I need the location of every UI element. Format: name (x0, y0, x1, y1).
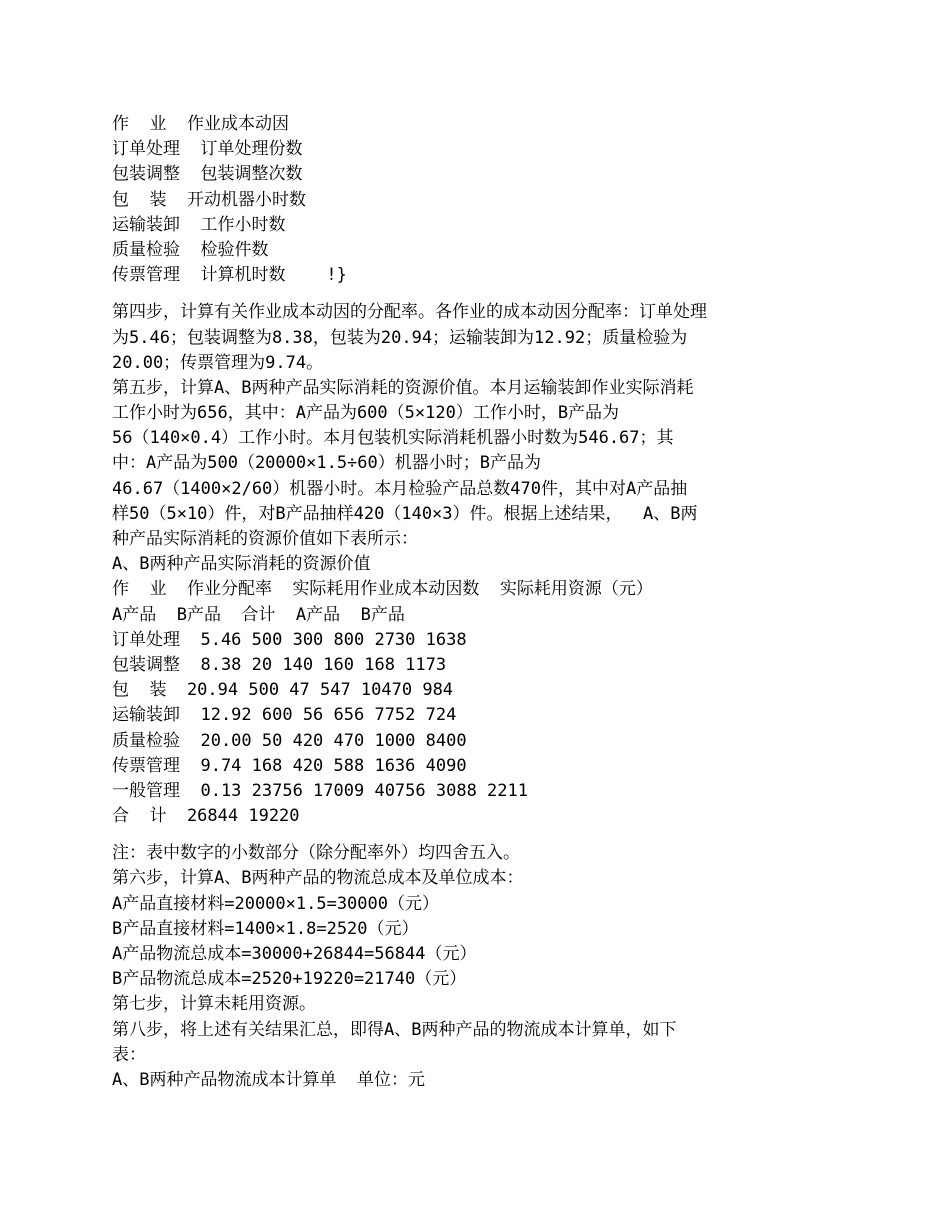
paragraph-line: 种产品实际消耗的资源价值如下表所示： (112, 529, 418, 549)
list-item: 包 装 开动机器小时数 (112, 189, 306, 210)
paragraph-line: 46.67（1400×2/60）机器小时。本月检验产品总数470件，其中对A产品抽 (112, 478, 688, 499)
list-item: 运输装卸 工作小时数 (112, 214, 286, 235)
paragraph-line: 第五步，计算A、B两种产品实际消耗的资源价值。本月运输装卸作业实际消耗 (112, 377, 694, 398)
paragraph-line: 表： (112, 1044, 146, 1065)
paragraph-line: 56（140×0.4）工作小时。本月包装机实际消耗机器小时数为546.67；其 (112, 428, 674, 449)
table-title: A、B两种产品物流成本计算单 单位：元 (112, 1069, 425, 1090)
table-title: A、B两种产品实际消耗的资源价值 (112, 554, 371, 575)
step-four-paragraph (112, 300, 772, 376)
notes-and-steps (112, 841, 772, 1093)
paragraph-line: 20.00；传票管理为9.74。 (112, 352, 324, 373)
paragraph-line: 样50（5×10）件，对B产品抽样420（140×3）件。根据上述结果， A、B两 (112, 503, 698, 524)
formula-line: B产品直接材料=1400×1.8=2520（元） (112, 918, 419, 939)
paragraph-line: 工作小时为656，其中：A产品为600（5×120）工作小时，B产品为 (112, 403, 620, 424)
list-item: 传票管理 计算机时数 !} (112, 265, 347, 286)
list-item: 包装调整 包装调整次数 (112, 164, 303, 185)
table-header: 作 业 作业分配率 实际耗用作业成本动因数 实际耗用资源（元） (112, 579, 653, 600)
table-row: 质量检验 20.00 50 420 470 1000 8400 (112, 730, 467, 751)
paragraph-line: 第七步，计算未耗用资源。 (112, 994, 316, 1015)
paragraph-line: 为5.46；包装调整为8.38，包装为20.94；运输装卸为12.92；质量检验为 (112, 327, 688, 348)
table-row: 包 装 20.94 500 47 547 10470 984 (112, 680, 454, 701)
table-row: 传票管理 9.74 168 420 588 1636 4090 (112, 755, 467, 776)
table-row: 订单处理 5.46 500 300 800 2730 1638 (112, 629, 467, 650)
list-header: 作 业 作业成本动因 (112, 114, 289, 134)
spacer (112, 288, 772, 300)
table-row: 运输装卸 12.92 600 56 656 7752 724 (112, 705, 457, 726)
table-note: 注：表中数字的小数部分（除分配率外）均四舍五入。 (112, 843, 520, 864)
paragraph-line: 中：A产品为500（20000×1.5÷60）机器小时；B产品为 (112, 453, 541, 474)
table-row: 包装调整 8.38 20 140 160 168 1173 (112, 654, 447, 675)
table-subheader: A产品 B产品 合计 A产品 B产品 (112, 604, 405, 625)
list-item: 质量检验 检验件数 (112, 239, 269, 260)
cost-driver-list (112, 112, 772, 288)
paragraph-line: 第八步，将上述有关结果汇总，即得A、B两种产品的物流成本计算单，如下 (112, 1019, 677, 1040)
spacer (112, 829, 772, 841)
table-row: 一般管理 0.13 23756 17009 40756 3088 2211 (112, 780, 528, 801)
formula-line: A产品物流总成本=30000+26844=56844（元） (112, 944, 477, 964)
list-item: 订单处理 订单处理份数 (112, 139, 303, 160)
formula-line: A产品直接材料=20000×1.5=30000（元） (112, 893, 439, 914)
formula-line: B产品物流总成本=2520+19220=21740（元） (112, 969, 467, 990)
step-five-paragraph (112, 376, 772, 552)
document-page (112, 112, 772, 1093)
paragraph-line: 第四步，计算有关作业成本动因的分配率。各作业的成本动因分配率：订单处理 (112, 302, 707, 323)
paragraph-line: 第六步，计算A、B两种产品的物流总成本及单位成本： (112, 868, 524, 889)
table-total-row: 合 计 26844 19220 (112, 806, 300, 827)
resource-value-table (112, 552, 772, 829)
